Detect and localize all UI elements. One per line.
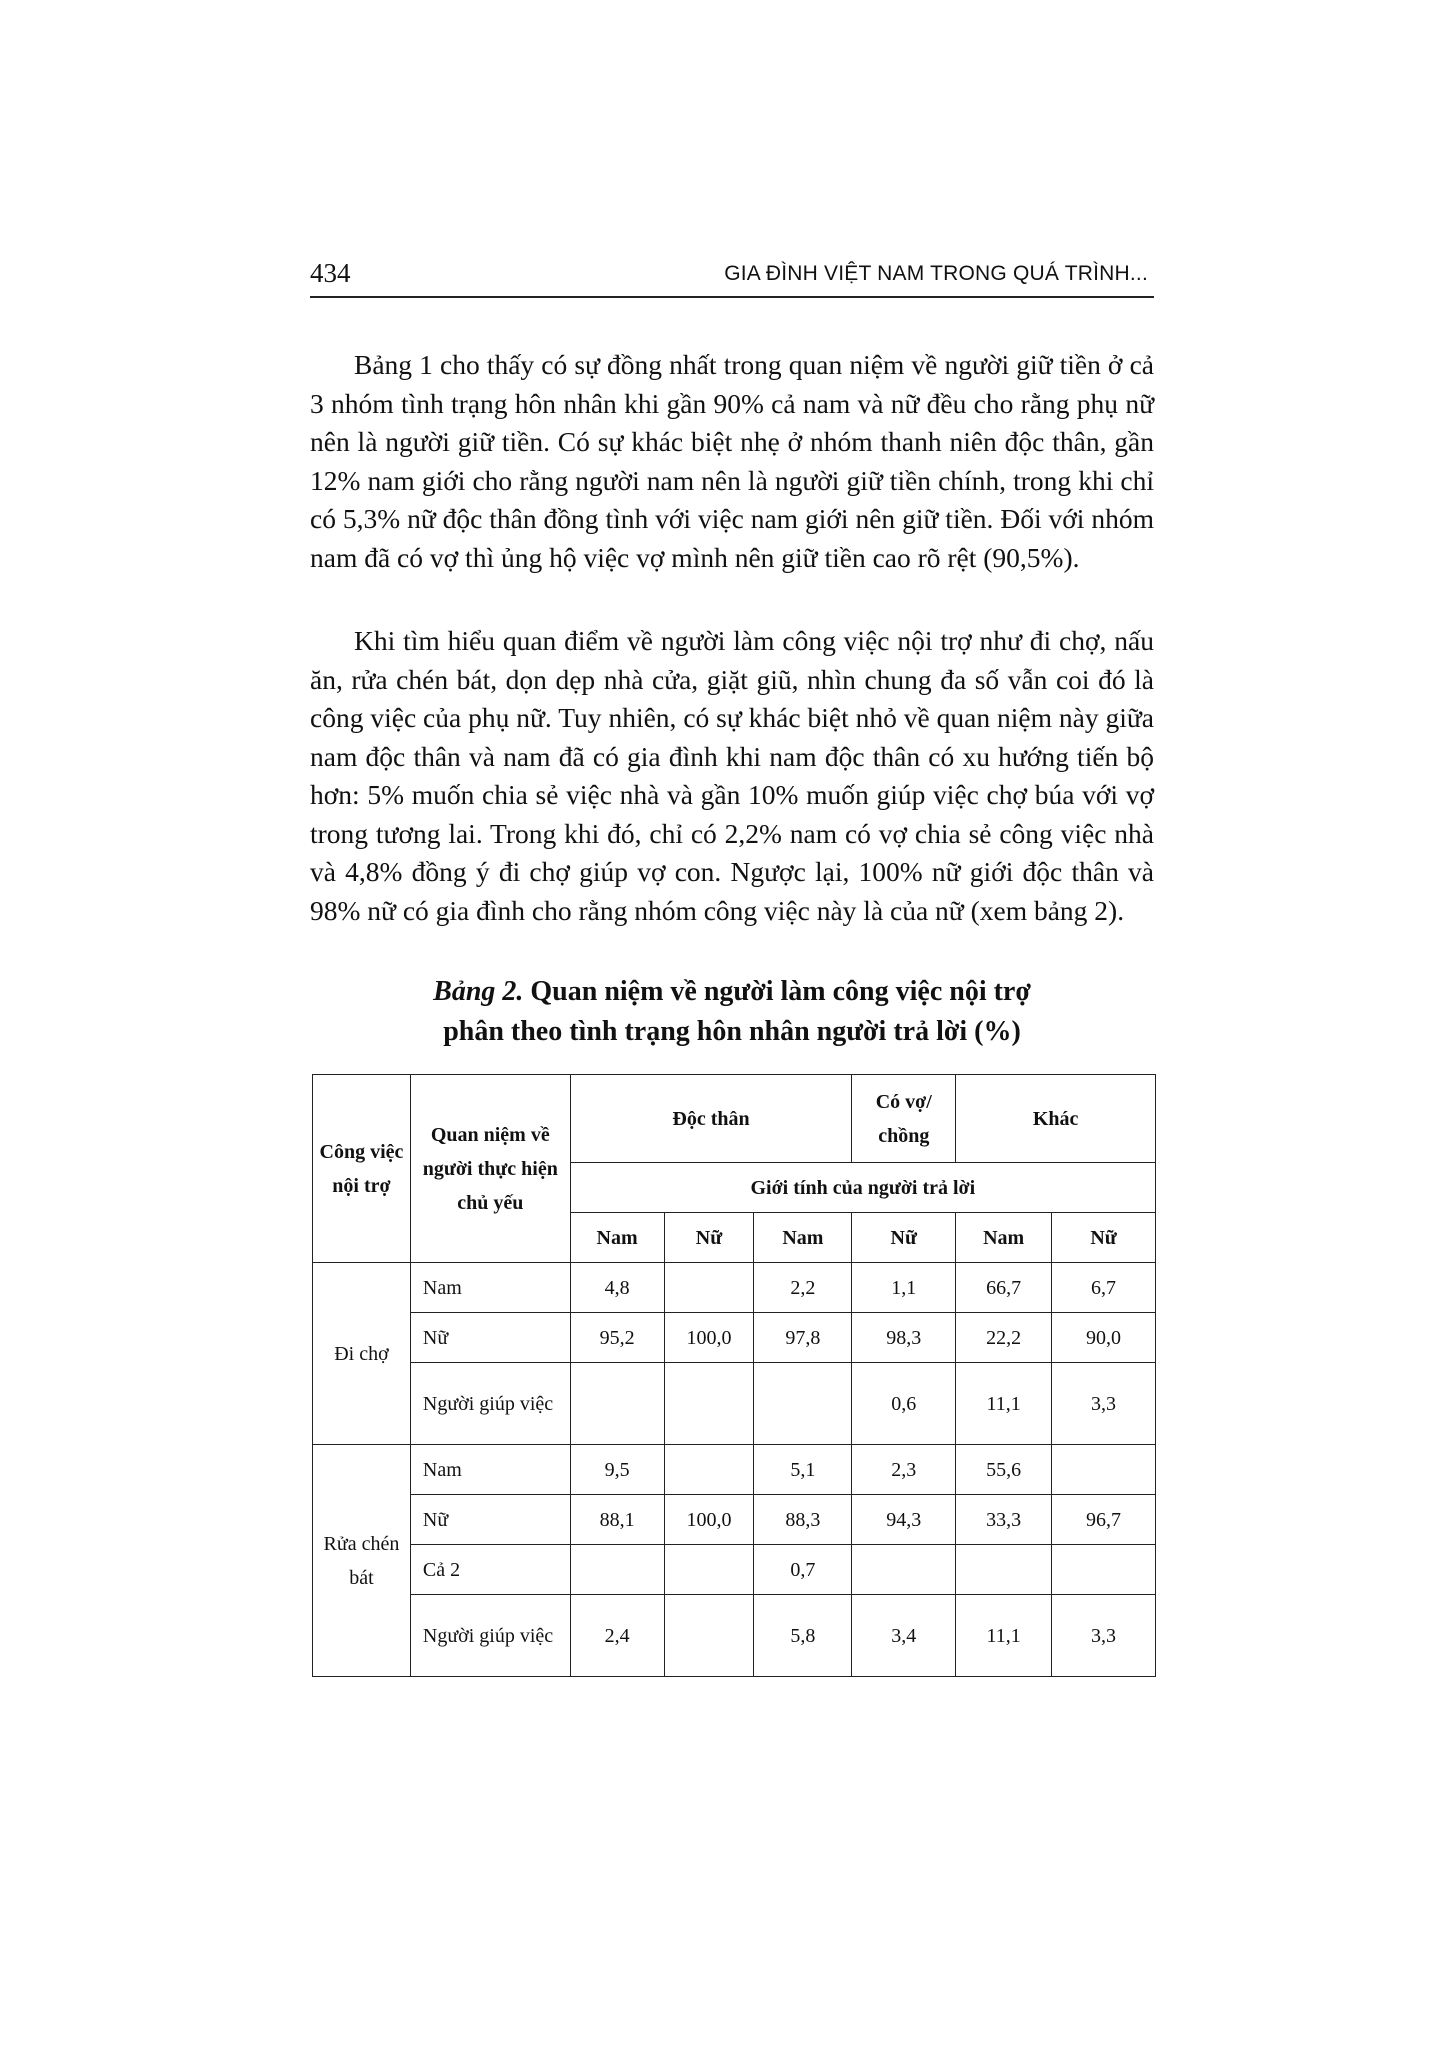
- header-group-single: Độc thân: [570, 1075, 852, 1163]
- table-cell: 9,5: [570, 1445, 664, 1495]
- row-label: Nữ: [410, 1495, 570, 1545]
- table-cell: 6,7: [1052, 1263, 1156, 1313]
- table-cell: 11,1: [956, 1595, 1052, 1677]
- table-cell: 94,3: [852, 1495, 956, 1545]
- header-view: Quan niệm về người thực hiện chủ yếu: [410, 1075, 570, 1263]
- table-cell: [1052, 1445, 1156, 1495]
- table-cell: [570, 1545, 664, 1595]
- table-cell: 2,3: [852, 1445, 956, 1495]
- table-cell: [852, 1545, 956, 1595]
- table-cell: 1,1: [852, 1263, 956, 1313]
- table-cell: 3,3: [1052, 1363, 1156, 1445]
- page-header: [310, 256, 1154, 298]
- table-caption-line1: Quan niệm về người làm công việc nội trợ: [523, 976, 1031, 1007]
- running-title: GIA ĐÌNH VIỆT NAM TRONG QUÁ TRÌNH...: [724, 262, 1148, 285]
- table-cell: [664, 1263, 754, 1313]
- header-gender-col: Nữ: [664, 1213, 754, 1263]
- table-cell: 2,2: [754, 1263, 852, 1313]
- table-cell: 22,2: [956, 1313, 1052, 1363]
- table-cell: [664, 1545, 754, 1595]
- table-cell: 55,6: [956, 1445, 1052, 1495]
- row-label: Nam: [410, 1263, 570, 1313]
- table-cell: [664, 1445, 754, 1495]
- table-cell: 5,8: [754, 1595, 852, 1677]
- table-cell: 66,7: [956, 1263, 1052, 1313]
- table-cell: [664, 1595, 754, 1677]
- table-cell: [1052, 1545, 1156, 1595]
- table-caption: [310, 972, 1154, 1052]
- table-cell: 95,2: [570, 1313, 664, 1363]
- task-cell: Đi chợ: [313, 1263, 411, 1445]
- table-cell: 2,4: [570, 1595, 664, 1677]
- table-cell: 100,0: [664, 1313, 754, 1363]
- table-caption-line2: phân theo tình trạng hôn nhân người trả lời (%): [443, 1016, 1021, 1047]
- header-gender: Giới tính của người trả lời: [570, 1163, 1155, 1213]
- table-cell: [956, 1545, 1052, 1595]
- header-task: Công việc nội trợ: [313, 1075, 411, 1263]
- page-number: 434: [310, 258, 351, 288]
- header-group-other: Khác: [956, 1075, 1156, 1163]
- row-label: Người giúp việc: [410, 1595, 570, 1677]
- header-gender-col: Nam: [570, 1213, 664, 1263]
- data-table: [312, 1074, 1156, 1677]
- table-cell: 11,1: [956, 1363, 1052, 1445]
- header-gender-col: Nữ: [1052, 1213, 1156, 1263]
- task-cell: Rửa chén bát: [313, 1445, 411, 1677]
- table-cell: 98,3: [852, 1313, 956, 1363]
- row-label: Cả 2: [410, 1545, 570, 1595]
- table-cell: [570, 1363, 664, 1445]
- header-gender-col: Nam: [754, 1213, 852, 1263]
- table-cell: 0,7: [754, 1545, 852, 1595]
- row-label: Nam: [410, 1445, 570, 1495]
- table-cell: 90,0: [1052, 1313, 1156, 1363]
- table-cell: 100,0: [664, 1495, 754, 1545]
- row-label: Nữ: [410, 1313, 570, 1363]
- table-caption-label: Bảng 2.: [433, 976, 524, 1007]
- table-cell: 88,1: [570, 1495, 664, 1545]
- row-label: Người giúp việc: [410, 1363, 570, 1445]
- table-cell: 3,4: [852, 1595, 956, 1677]
- table-cell: 5,1: [754, 1445, 852, 1495]
- table-cell: 97,8: [754, 1313, 852, 1363]
- table-cell: 3,3: [1052, 1595, 1156, 1677]
- header-gender-col: Nam: [956, 1213, 1052, 1263]
- table-cell: 96,7: [1052, 1495, 1156, 1545]
- table-cell: [664, 1363, 754, 1445]
- table-cell: [754, 1363, 852, 1445]
- table-cell: 33,3: [956, 1495, 1052, 1545]
- table-cell: 0,6: [852, 1363, 956, 1445]
- table-cell: 4,8: [570, 1263, 664, 1313]
- paragraph-2: Khi tìm hiểu quan điểm về người làm công việc nội trợ như đi chợ, nấu ăn, rửa chén bát, dọn dẹp nhà cửa, giặt giũ, nhìn chung đa số vẫn coi đó là công việc của phụ nữ. Tuy nhiên, có sự khác biệt nhỏ về quan niệm này giữa nam độc thân và nam đã có gia đình khi nam độc thân có xu hướng tiến bộ hơn: 5% muốn chia sẻ việc nhà và gần 10% muốn giúp việc chợ búa với vợ trong tương lai. Trong khi đó, chỉ có 2,2% nam có vợ chia sẻ công việc nhà và 4,8% đồng ý đi chợ giúp vợ con. Ngược lại, 100% nữ giới độc thân và 98% nữ có gia đình cho rằng nhóm công việc này là của nữ (xem bảng 2).: [310, 625, 1154, 926]
- header-gender-col: Nữ: [852, 1213, 956, 1263]
- paragraph-1: Bảng 1 cho thấy có sự đồng nhất trong quan niệm về người giữ tiền ở cả 3 nhóm tình trạng hôn nhân khi gần 90% cả nam và nữ đều cho rằng phụ nữ nên là người giữ tiền. Có sự khác biệt nhẹ ở nhóm thanh niên độc thân, gần 12% nam giới cho rằng người nam nên là người giữ tiền chính, trong khi chỉ có 5,3% nữ độc thân đồng tình với việc nam giới nên giữ tiền. Đối với nhóm nam đã có vợ thì ủng hộ việc vợ mình nên giữ tiền cao rõ rệt (90,5%).: [310, 349, 1154, 573]
- header-group-married: Có vợ/ chồng: [852, 1075, 956, 1163]
- table-cell: 88,3: [754, 1495, 852, 1545]
